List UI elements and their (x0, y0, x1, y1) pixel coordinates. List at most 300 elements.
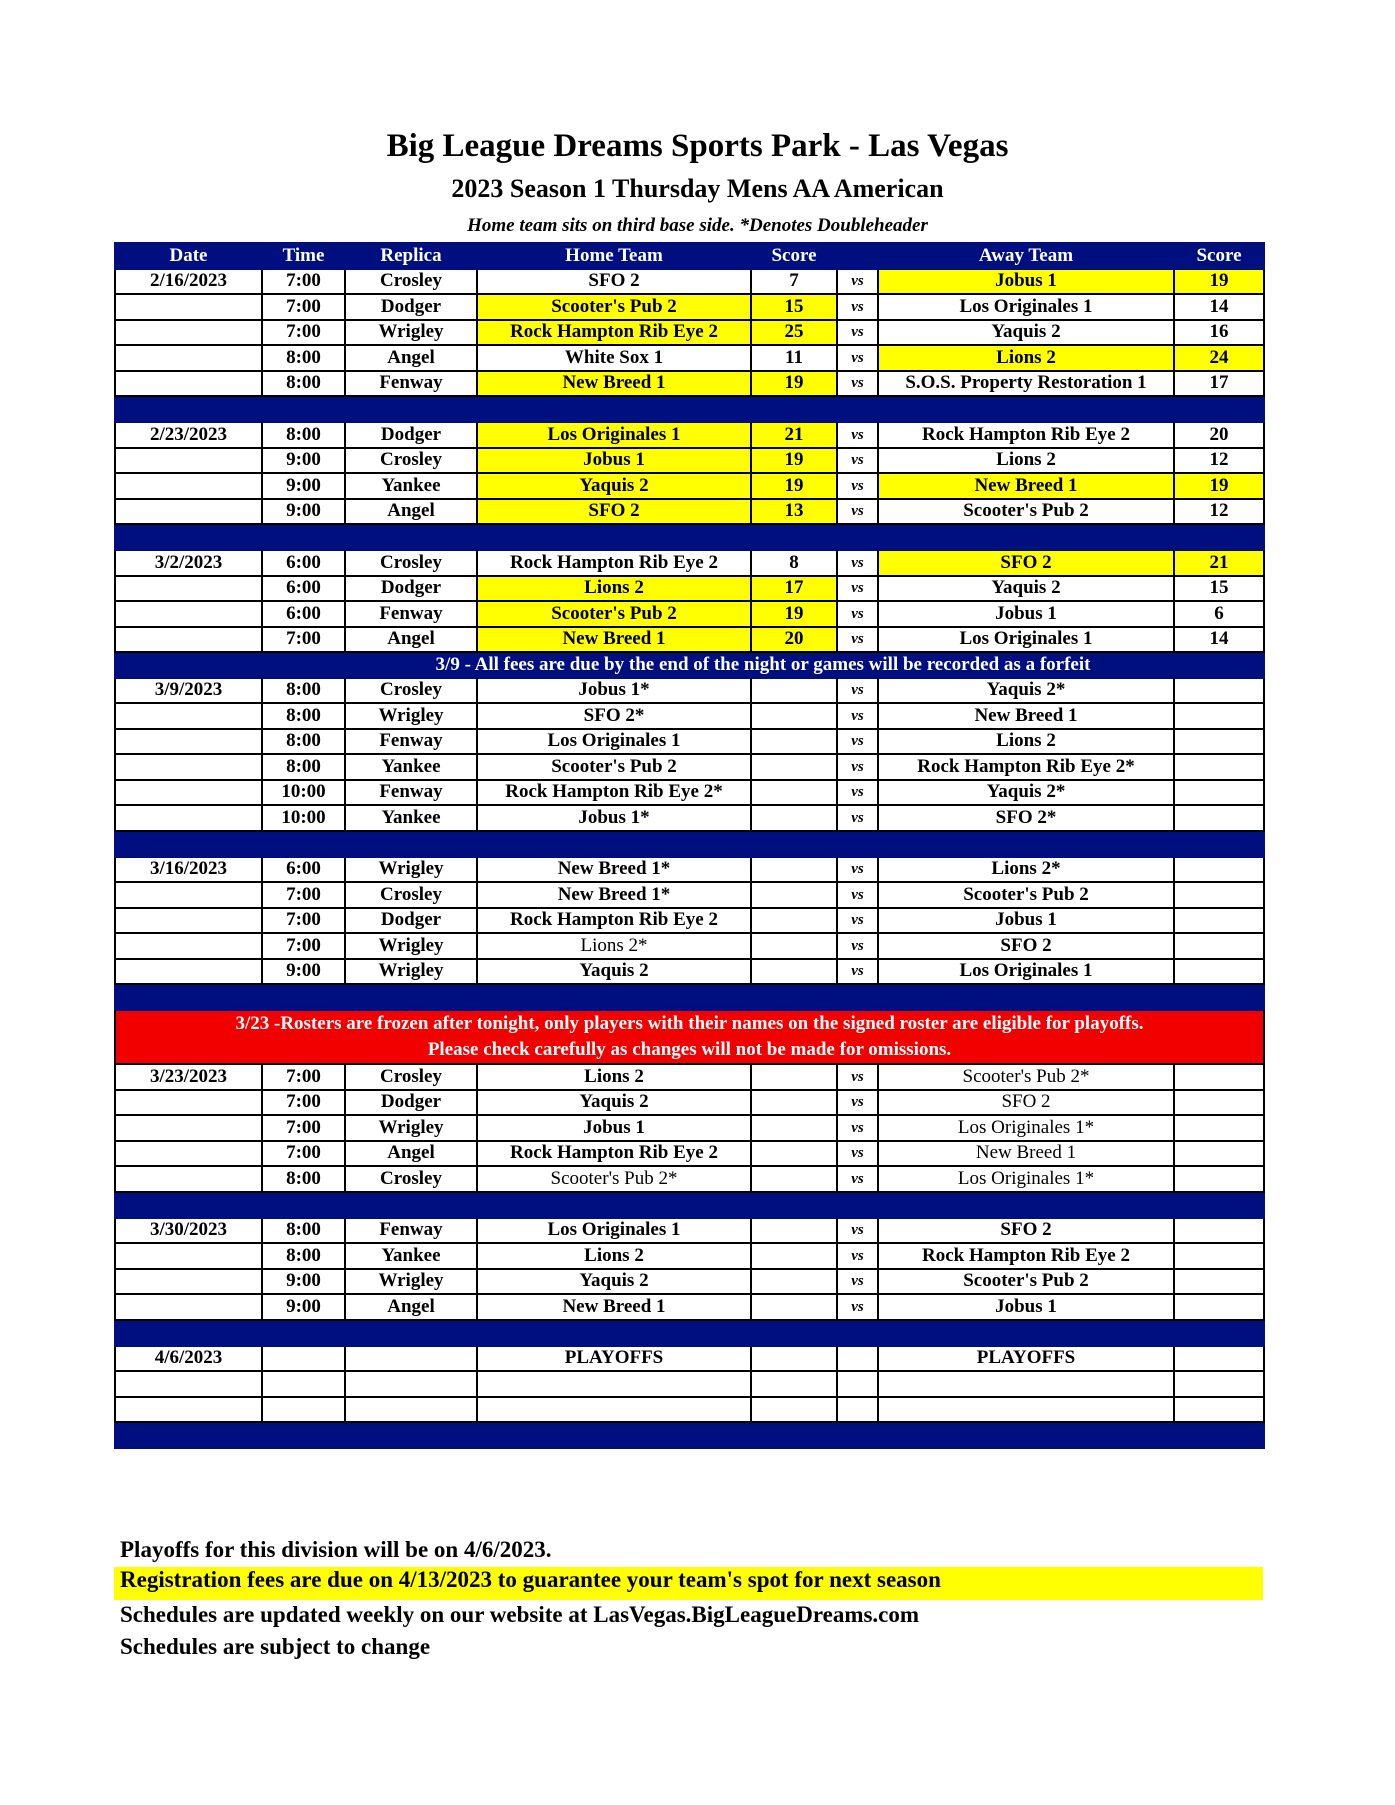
time-cell (262, 1397, 345, 1423)
game-row (115, 780, 1264, 806)
date-cell (115, 473, 262, 499)
away-team-cell: Jobus 1 (878, 269, 1174, 295)
separator-cell (262, 831, 345, 857)
field-cell: Fenway (345, 371, 477, 397)
separator-cell (262, 1422, 345, 1448)
column-header (837, 243, 878, 269)
away-score-cell: 20 (1174, 422, 1264, 448)
home-score-cell: 13 (751, 499, 837, 525)
game-row (115, 1346, 1264, 1372)
home-team-cell (477, 1397, 751, 1423)
home-team-cell: SFO 2* (477, 703, 751, 729)
time-cell: 7:00 (262, 294, 345, 320)
separator-cell (1174, 1192, 1264, 1218)
column-header: Home Team (477, 243, 751, 269)
home-score-cell (751, 908, 837, 934)
vs-cell: vs (837, 448, 878, 474)
field-cell: Yankee (345, 1243, 477, 1269)
vs-cell: vs (837, 1218, 878, 1244)
field-cell: Wrigley (345, 320, 477, 346)
away-score-cell: 14 (1174, 627, 1264, 653)
home-team-cell: Yaquis 2 (477, 959, 751, 985)
away-score-cell (1174, 1371, 1264, 1397)
home-score-cell (751, 1115, 837, 1141)
date-cell (115, 320, 262, 346)
away-team-cell: Los Originales 1* (878, 1166, 1174, 1192)
home-team-cell: New Breed 1* (477, 857, 751, 883)
home-team-cell: Lions 2* (477, 933, 751, 959)
game-row (115, 448, 1264, 474)
away-team-cell: Scooter's Pub 2 (878, 882, 1174, 908)
game-row (115, 729, 1264, 755)
away-score-cell (1174, 703, 1264, 729)
field-cell: Fenway (345, 1218, 477, 1244)
field-cell: Angel (345, 1141, 477, 1167)
home-score-cell (751, 703, 837, 729)
separator-cell (1174, 524, 1264, 550)
roster-alert: 3/23 -Rosters are frozen after tonight, only players with their names on the signed roster are eligible for playoffs. Please check carefully as changes will not be made for omissions. (115, 1010, 1264, 1064)
date-cell (115, 1141, 262, 1167)
home-team-cell: New Breed 1 (477, 371, 751, 397)
separator-cell (878, 1192, 1174, 1218)
separator-cell (115, 1422, 262, 1448)
vs-cell: vs (837, 1090, 878, 1116)
time-cell: 6:00 (262, 576, 345, 602)
game-row (115, 294, 1264, 320)
away-team-cell: Los Originales 1* (878, 1115, 1174, 1141)
away-team-cell: SFO 2 (878, 1090, 1174, 1116)
week-separator (115, 1192, 1264, 1218)
away-score-cell (1174, 959, 1264, 985)
away-score-cell (1174, 754, 1264, 780)
time-cell: 10:00 (262, 805, 345, 831)
date-cell (115, 1090, 262, 1116)
field-cell: Wrigley (345, 857, 477, 883)
separator-cell (837, 1320, 878, 1346)
date-cell (115, 1397, 262, 1423)
field-cell: Wrigley (345, 933, 477, 959)
separator-cell (345, 396, 477, 422)
away-score-cell (1174, 1397, 1264, 1423)
game-row (115, 320, 1264, 346)
home-score-cell (751, 1141, 837, 1167)
time-cell: 7:00 (262, 908, 345, 934)
fees-notice: 3/9 - All fees are due by the end of the night or games will be recorded as a forfeit (262, 652, 1264, 678)
game-row (115, 754, 1264, 780)
away-team-cell: S.O.S. Property Restoration 1 (878, 371, 1174, 397)
home-score-cell (751, 678, 837, 704)
away-score-cell (1174, 1166, 1264, 1192)
away-team-cell: New Breed 1 (878, 1141, 1174, 1167)
time-cell: 9:00 (262, 1269, 345, 1295)
separator-cell (115, 396, 262, 422)
time-cell: 8:00 (262, 1166, 345, 1192)
separator-cell (878, 1320, 1174, 1346)
field-cell (345, 1371, 477, 1397)
away-team-cell: PLAYOFFS (878, 1346, 1174, 1372)
home-score-cell: 19 (751, 601, 837, 627)
vs-cell (837, 1371, 878, 1397)
game-row (115, 1166, 1264, 1192)
date-cell (115, 345, 262, 371)
separator-cell (477, 1192, 751, 1218)
time-cell (262, 1346, 345, 1372)
time-cell: 7:00 (262, 1090, 345, 1116)
time-cell: 8:00 (262, 345, 345, 371)
vs-cell: vs (837, 1166, 878, 1192)
field-cell: Yankee (345, 805, 477, 831)
home-score-cell (751, 729, 837, 755)
date-cell (115, 1294, 262, 1320)
home-team-cell: Rock Hampton Rib Eye 2* (477, 780, 751, 806)
field-cell: Crosley (345, 448, 477, 474)
field-cell: Dodger (345, 1090, 477, 1116)
away-team-cell: SFO 2 (878, 933, 1174, 959)
separator-cell (115, 984, 262, 1010)
separator-cell (837, 831, 878, 857)
game-row (115, 345, 1264, 371)
away-team-cell: Scooter's Pub 2* (878, 1064, 1174, 1090)
separator-cell (345, 831, 477, 857)
home-team-cell: Jobus 1 (477, 448, 751, 474)
separator-cell (878, 524, 1174, 550)
vs-cell: vs (837, 1064, 878, 1090)
vs-cell: vs (837, 576, 878, 602)
game-row (115, 959, 1264, 985)
time-cell: 8:00 (262, 422, 345, 448)
home-team-cell: New Breed 1 (477, 1294, 751, 1320)
home-score-cell (751, 959, 837, 985)
date-cell: 3/16/2023 (115, 857, 262, 883)
date-cell (115, 1371, 262, 1397)
date-cell: 2/23/2023 (115, 422, 262, 448)
week-separator (115, 831, 1264, 857)
time-cell: 8:00 (262, 1218, 345, 1244)
game-row (115, 1269, 1264, 1295)
time-cell: 7:00 (262, 933, 345, 959)
away-score-cell (1174, 933, 1264, 959)
vs-cell: vs (837, 320, 878, 346)
field-cell: Crosley (345, 269, 477, 295)
separator-cell (1174, 1422, 1264, 1448)
home-team-cell: New Breed 1* (477, 882, 751, 908)
away-score-cell (1174, 908, 1264, 934)
home-score-cell (751, 857, 837, 883)
doubleheader-note: Home team sits on third base side. *Denotes Doubleheader (467, 215, 928, 236)
away-score-cell: 16 (1174, 320, 1264, 346)
time-cell: 9:00 (262, 448, 345, 474)
field-cell: Crosley (345, 1064, 477, 1090)
game-row (115, 1294, 1264, 1320)
home-team-cell: Jobus 1 (477, 1115, 751, 1141)
home-score-cell (751, 882, 837, 908)
week-separator (115, 1422, 1264, 1448)
time-cell: 10:00 (262, 780, 345, 806)
date-cell: 4/6/2023 (115, 1346, 262, 1372)
home-team-cell: Los Originales 1 (477, 422, 751, 448)
away-score-cell: 15 (1174, 576, 1264, 602)
home-score-cell (751, 780, 837, 806)
field-cell: Crosley (345, 678, 477, 704)
game-row (115, 805, 1264, 831)
column-header: Date (115, 243, 262, 269)
date-cell (115, 933, 262, 959)
away-score-cell (1174, 1115, 1264, 1141)
separator-cell (115, 524, 262, 550)
registration-note: Registration fees are due on 4/13/2023 to guarantee your team's spot for next season (114, 1567, 1263, 1600)
home-score-cell (751, 933, 837, 959)
field-cell: Dodger (345, 908, 477, 934)
game-row (115, 627, 1264, 653)
vs-cell: vs (837, 422, 878, 448)
week-separator (115, 396, 1264, 422)
home-score-cell: 21 (751, 422, 837, 448)
separator-cell (1174, 984, 1264, 1010)
away-team-cell: SFO 2* (878, 805, 1174, 831)
separator-cell (1174, 396, 1264, 422)
away-score-cell (1174, 1346, 1264, 1372)
vs-cell: vs (837, 882, 878, 908)
away-team-cell: Jobus 1 (878, 1294, 1174, 1320)
home-team-cell: Jobus 1* (477, 805, 751, 831)
column-header: Score (1174, 243, 1264, 269)
date-cell (115, 371, 262, 397)
column-header: Score (751, 243, 837, 269)
separator-cell (262, 524, 345, 550)
away-score-cell (1174, 1064, 1264, 1090)
away-score-cell (1174, 1269, 1264, 1295)
date-cell (115, 754, 262, 780)
time-cell: 8:00 (262, 754, 345, 780)
home-team-cell: Yaquis 2 (477, 473, 751, 499)
field-cell: Wrigley (345, 703, 477, 729)
home-score-cell (751, 1397, 837, 1423)
home-score-cell (751, 1090, 837, 1116)
away-team-cell: Los Originales 1 (878, 627, 1174, 653)
field-cell: Angel (345, 345, 477, 371)
notice-row (115, 652, 1264, 678)
date-cell (115, 1166, 262, 1192)
home-team-cell: SFO 2 (477, 499, 751, 525)
playoffs-note: Playoffs for this division will be on 4/6/2023. (120, 1537, 552, 1562)
game-row (115, 703, 1264, 729)
away-score-cell (1174, 882, 1264, 908)
vs-cell: vs (837, 908, 878, 934)
separator-cell (751, 524, 837, 550)
date-cell (115, 780, 262, 806)
field-cell: Fenway (345, 780, 477, 806)
away-score-cell (1174, 1090, 1264, 1116)
home-score-cell: 19 (751, 473, 837, 499)
vs-cell: vs (837, 703, 878, 729)
away-team-cell: Los Originales 1 (878, 959, 1174, 985)
vs-cell: vs (837, 269, 878, 295)
time-cell: 8:00 (262, 678, 345, 704)
field-cell: Yankee (345, 754, 477, 780)
time-cell: 7:00 (262, 627, 345, 653)
date-cell (115, 601, 262, 627)
separator-cell (477, 984, 751, 1010)
field-cell: Yankee (345, 473, 477, 499)
date-cell (115, 294, 262, 320)
away-team-cell: New Breed 1 (878, 703, 1174, 729)
date-cell (115, 805, 262, 831)
away-team-cell (878, 1371, 1174, 1397)
home-team-cell: Scooter's Pub 2 (477, 601, 751, 627)
away-score-cell (1174, 1243, 1264, 1269)
time-cell: 8:00 (262, 729, 345, 755)
time-cell: 6:00 (262, 550, 345, 576)
game-row (115, 499, 1264, 525)
field-cell: Angel (345, 627, 477, 653)
separator-cell (262, 396, 345, 422)
vs-cell: vs (837, 780, 878, 806)
game-row (115, 422, 1264, 448)
time-cell (262, 1371, 345, 1397)
home-team-cell: Rock Hampton Rib Eye 2 (477, 1141, 751, 1167)
separator-cell (115, 831, 262, 857)
date-cell (115, 1269, 262, 1295)
field-cell: Wrigley (345, 1269, 477, 1295)
field-cell: Crosley (345, 550, 477, 576)
away-team-cell: SFO 2 (878, 550, 1174, 576)
home-team-cell: New Breed 1 (477, 627, 751, 653)
home-score-cell (751, 1346, 837, 1372)
vs-cell: vs (837, 473, 878, 499)
separator-cell (878, 984, 1174, 1010)
field-cell: Fenway (345, 601, 477, 627)
field-cell: Dodger (345, 422, 477, 448)
vs-cell: vs (837, 678, 878, 704)
home-score-cell: 7 (751, 269, 837, 295)
vs-cell: vs (837, 1269, 878, 1295)
separator-cell (878, 831, 1174, 857)
away-team-cell: Yaquis 2 (878, 320, 1174, 346)
separator-cell (1174, 1320, 1264, 1346)
away-score-cell: 6 (1174, 601, 1264, 627)
vs-cell: vs (837, 550, 878, 576)
game-row (115, 576, 1264, 602)
game-row (115, 1064, 1264, 1090)
home-team-cell: Rock Hampton Rib Eye 2 (477, 320, 751, 346)
website-note: Schedules are updated weekly on our website at LasVegas.BigLeagueDreams.com (120, 1602, 920, 1627)
vs-cell: vs (837, 1141, 878, 1167)
separator-cell (751, 1192, 837, 1218)
date-cell (115, 703, 262, 729)
vs-cell: vs (837, 805, 878, 831)
away-team-cell: Jobus 1 (878, 908, 1174, 934)
vs-cell: vs (837, 627, 878, 653)
time-cell: 6:00 (262, 857, 345, 883)
schedule-table (114, 242, 1265, 1449)
away-score-cell: 19 (1174, 269, 1264, 295)
away-score-cell: 21 (1174, 550, 1264, 576)
separator-cell (345, 984, 477, 1010)
home-score-cell (751, 1269, 837, 1295)
time-cell: 6:00 (262, 601, 345, 627)
vs-cell: vs (837, 1294, 878, 1320)
field-cell (345, 1397, 477, 1423)
home-score-cell: 19 (751, 448, 837, 474)
separator-cell (345, 1422, 477, 1448)
separator-cell (751, 1320, 837, 1346)
away-score-cell (1174, 805, 1264, 831)
home-team-cell: Rock Hampton Rib Eye 2 (477, 550, 751, 576)
separator-cell (878, 396, 1174, 422)
away-score-cell: 12 (1174, 448, 1264, 474)
separator-cell (477, 1320, 751, 1346)
time-cell: 8:00 (262, 703, 345, 729)
away-team-cell: Rock Hampton Rib Eye 2 (878, 1243, 1174, 1269)
separator-cell (751, 396, 837, 422)
game-row (115, 601, 1264, 627)
home-team-cell: Lions 2 (477, 1243, 751, 1269)
home-score-cell: 11 (751, 345, 837, 371)
away-team-cell: Yaquis 2* (878, 780, 1174, 806)
vs-cell (837, 1397, 878, 1423)
date-cell: 3/9/2023 (115, 678, 262, 704)
date-cell (115, 729, 262, 755)
away-team-cell: Rock Hampton Rib Eye 2 (878, 422, 1174, 448)
home-team-cell: Scooter's Pub 2* (477, 1166, 751, 1192)
game-row (115, 269, 1264, 295)
vs-cell: vs (837, 371, 878, 397)
away-team-cell: Jobus 1 (878, 601, 1174, 627)
time-cell: 7:00 (262, 882, 345, 908)
separator-cell (1174, 831, 1264, 857)
separator-cell (751, 831, 837, 857)
separator-cell (262, 984, 345, 1010)
date-cell (115, 1243, 262, 1269)
time-cell: 7:00 (262, 269, 345, 295)
field-cell: Crosley (345, 882, 477, 908)
game-row (115, 882, 1264, 908)
game-row (115, 908, 1264, 934)
column-header: Replica (345, 243, 477, 269)
vs-cell: vs (837, 729, 878, 755)
separator-cell (477, 831, 751, 857)
away-team-cell: Lions 2 (878, 448, 1174, 474)
home-score-cell: 15 (751, 294, 837, 320)
away-score-cell (1174, 1294, 1264, 1320)
time-cell: 7:00 (262, 320, 345, 346)
field-cell: Dodger (345, 576, 477, 602)
separator-cell (345, 524, 477, 550)
home-team-cell: Los Originales 1 (477, 729, 751, 755)
home-team-cell: Jobus 1* (477, 678, 751, 704)
vs-cell: vs (837, 294, 878, 320)
separator-cell (262, 1320, 345, 1346)
page-subtitle: 2023 Season 1 Thursday Mens AA American (451, 174, 944, 203)
date-cell (115, 959, 262, 985)
home-score-cell (751, 1371, 837, 1397)
header-row (115, 243, 1264, 269)
field-cell (345, 1346, 477, 1372)
page-title: Big League Dreams Sports Park - Las Vegas (386, 128, 1009, 164)
separator-cell (837, 396, 878, 422)
field-cell: Fenway (345, 729, 477, 755)
time-cell: 7:00 (262, 1115, 345, 1141)
time-cell: 9:00 (262, 499, 345, 525)
away-score-cell: 17 (1174, 371, 1264, 397)
home-team-cell: Rock Hampton Rib Eye 2 (477, 908, 751, 934)
date-cell: 3/2/2023 (115, 550, 262, 576)
change-note: Schedules are subject to change (120, 1634, 431, 1659)
home-score-cell (751, 805, 837, 831)
away-score-cell (1174, 857, 1264, 883)
away-team-cell: Yaquis 2 (878, 576, 1174, 602)
home-team-cell: Lions 2 (477, 576, 751, 602)
